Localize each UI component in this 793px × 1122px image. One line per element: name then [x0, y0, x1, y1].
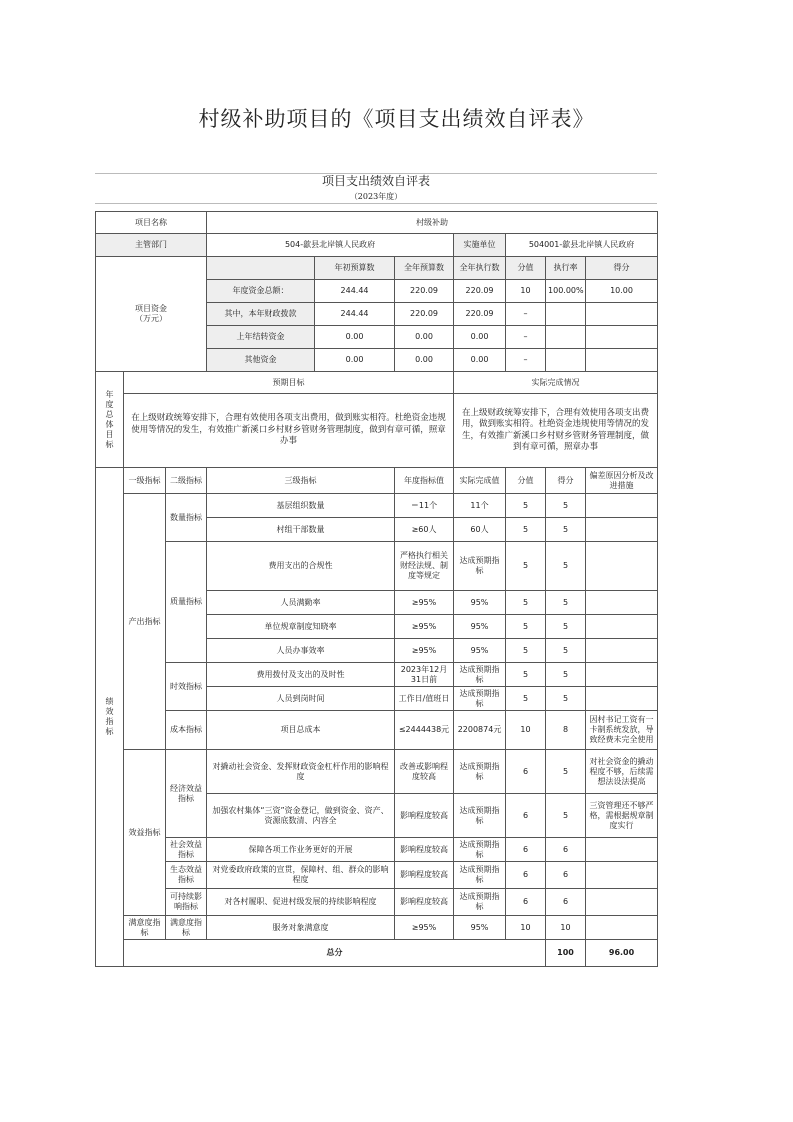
target-value: 严格执行相关财经法规、制度等规定 — [395, 542, 454, 591]
project-name: 村级补助 — [207, 212, 658, 234]
l2-sustainable: 可持续影 响指标 — [166, 889, 207, 916]
score: 5 — [546, 663, 586, 687]
funds-score-value: – — [506, 349, 546, 372]
score: 5 — [546, 687, 586, 711]
l2-timeliness: 时效指标 — [166, 663, 207, 711]
funds-executed: 220.09 — [454, 280, 506, 303]
target-value: ＝11个 — [395, 494, 454, 518]
l2-satisfaction: 满意度指 标 — [166, 916, 207, 940]
score: 5 — [546, 591, 586, 615]
deviation-note — [586, 862, 658, 889]
funds-executed: 0.00 — [454, 349, 506, 372]
deviation-note — [586, 639, 658, 663]
funds-initial: 0.00 — [315, 349, 395, 372]
total-label: 总分 — [124, 940, 546, 967]
funds-initial: 0.00 — [315, 326, 395, 349]
score-value: 5 — [506, 518, 546, 542]
funds-executed: 220.09 — [454, 303, 506, 326]
actual-value: 95% — [454, 615, 506, 639]
target-value: ≥95% — [395, 615, 454, 639]
score-value: 5 — [506, 639, 546, 663]
target-value: 2023年12月31日前 — [395, 663, 454, 687]
l2-quality: 质量指标 — [166, 542, 207, 663]
actual-value: 95% — [454, 916, 506, 940]
l2-ecological: 生态效益 指标 — [166, 862, 207, 889]
target-value: 影响程度较高 — [395, 794, 454, 838]
l3-indicator: 服务对象满意度 — [207, 916, 395, 940]
target-value: 影响程度较高 — [395, 838, 454, 862]
score: 5 — [546, 639, 586, 663]
sheet-year: （2023年度） — [349, 192, 403, 201]
l1-satisfaction: 满意度指标 — [124, 916, 166, 940]
target-value: ≤2444438元 — [395, 711, 454, 750]
score: 10 — [546, 916, 586, 940]
l2-quantity: 数量指标 — [166, 494, 207, 542]
indicator-header: 分值 — [506, 468, 546, 494]
actual-value: 达成预期指标 — [454, 542, 506, 591]
target-value: ≥60人 — [395, 518, 454, 542]
funds-score-value: – — [506, 326, 546, 349]
expected-goal-header: 预期目标 — [124, 372, 454, 394]
funds-row-label: 上年结转资金 — [207, 326, 315, 349]
l3-indicator: 费用拨付及支出的及时性 — [207, 663, 395, 687]
deviation-note — [586, 889, 658, 916]
total-score: 96.00 — [586, 940, 658, 967]
indicator-header: 偏差原因分析及改进措施 — [586, 468, 658, 494]
actual-value: 60人 — [454, 518, 506, 542]
l2-social: 社会效益 指标 — [166, 838, 207, 862]
total-value: 100 — [546, 940, 586, 967]
deviation-note: 因村书记工资有一卡制系统发放，导致经费未完全使用 — [586, 711, 658, 750]
score: 5 — [546, 518, 586, 542]
funds-header: 分值 — [506, 257, 546, 280]
funds-header: 得分 — [586, 257, 658, 280]
actual-value: 达成预期指标 — [454, 862, 506, 889]
l3-indicator: 保障各项工作业务更好的开展 — [207, 838, 395, 862]
actual-value: 达成预期指标 — [454, 663, 506, 687]
score-value: 5 — [506, 615, 546, 639]
target-value: ≥95% — [395, 916, 454, 940]
actual-value: 达成预期指标 — [454, 838, 506, 862]
l3-indicator: 人员满勤率 — [207, 591, 395, 615]
funds-rate: 100.00% — [546, 280, 586, 303]
score-value: 5 — [506, 494, 546, 518]
funds-row-label: 年度资金总额： — [207, 280, 315, 303]
performance-table — [95, 211, 658, 967]
funds-rate — [546, 303, 586, 326]
l2-economic: 经济效益 指标 — [166, 750, 207, 838]
funds-score — [586, 326, 658, 349]
score-value: 5 — [506, 591, 546, 615]
l3-indicator: 村组干部数量 — [207, 518, 395, 542]
funds-score-value: – — [506, 303, 546, 326]
score: 8 — [546, 711, 586, 750]
funds-header: 年初预算数 — [315, 257, 395, 280]
l1-benefit: 效益指标 — [124, 750, 166, 916]
funds-rate — [546, 326, 586, 349]
score-value: 6 — [506, 862, 546, 889]
funds-header: 全年执行数 — [454, 257, 506, 280]
target-value: 改善或影响程度较高 — [395, 750, 454, 794]
actual-value: 达成预期指标 — [454, 750, 506, 794]
target-value: ≥95% — [395, 639, 454, 663]
indicators-label: 绩 效 指 标 — [96, 468, 124, 967]
funds-row-label: 其他资金 — [207, 349, 315, 372]
score: 5 — [546, 542, 586, 591]
score: 6 — [546, 889, 586, 916]
score: 5 — [546, 615, 586, 639]
actual-value: 达成预期指标 — [454, 794, 506, 838]
funds-annual: 0.00 — [395, 326, 454, 349]
actual-value: 2200874元 — [454, 711, 506, 750]
project-name-label: 项目名称 — [96, 212, 207, 234]
deviation-note — [586, 591, 658, 615]
score-value: 5 — [506, 542, 546, 591]
target-value: 工作日/值班日 — [395, 687, 454, 711]
actual-goal-header: 实际完成情况 — [454, 372, 658, 394]
indicator-header: 年度指标值 — [395, 468, 454, 494]
score: 6 — [546, 862, 586, 889]
actual-goal-text: 在上级财政统筹安排下，合理有效使用各项支出费用，做到账实相符。杜绝资金违规使用等情况的发生，有效推广新溪口乡村财乡管财务管理制度，做到有章可循，照章办事 — [454, 394, 658, 468]
l3-indicator: 对各村履职、促进村级发展的持续影响程度 — [207, 889, 395, 916]
funds-header-blank — [207, 257, 315, 280]
target-value: 影响程度较高 — [395, 862, 454, 889]
score-value: 6 — [506, 838, 546, 862]
funds-initial: 244.44 — [315, 280, 395, 303]
deviation-note — [586, 916, 658, 940]
l3-indicator: 项目总成本 — [207, 711, 395, 750]
l3-indicator: 对党委政府政策的宣贯，保障村、组、群众的影响程度 — [207, 862, 395, 889]
indicator-header: 得分 — [546, 468, 586, 494]
funds-row-label: 其中，本年财政拨款 — [207, 303, 315, 326]
actual-value: 达成预期指标 — [454, 889, 506, 916]
score: 5 — [546, 750, 586, 794]
funds-score-value: 10 — [506, 280, 546, 303]
score-value: 6 — [506, 750, 546, 794]
sheet-title: 项目支出绩效自评表 — [321, 174, 430, 188]
deviation-note — [586, 838, 658, 862]
goals-label: 年 度 总 体 目 标 — [96, 372, 124, 468]
l2-cost: 成本指标 — [166, 711, 207, 750]
indicator-header: 一级指标 — [124, 468, 166, 494]
indicator-header: 三级指标 — [207, 468, 395, 494]
document-title: 村级补助项目的《项目支出绩效自评表》 — [198, 107, 595, 131]
actual-value: 95% — [454, 591, 506, 615]
score-value: 5 — [506, 663, 546, 687]
target-value: 影响程度较高 — [395, 889, 454, 916]
score: 5 — [546, 794, 586, 838]
funds-label: 项目资金 （万元） — [96, 257, 207, 372]
funds-annual: 220.09 — [395, 303, 454, 326]
funds-executed: 0.00 — [454, 326, 506, 349]
l1-output: 产出指标 — [124, 494, 166, 750]
l3-indicator: 人员到岗时间 — [207, 687, 395, 711]
deviation-note — [586, 518, 658, 542]
l3-indicator: 费用支出的合规性 — [207, 542, 395, 591]
funds-rate — [546, 349, 586, 372]
actual-value: 11个 — [454, 494, 506, 518]
indicator-header: 二级指标 — [166, 468, 207, 494]
funds-initial: 244.44 — [315, 303, 395, 326]
deviation-note — [586, 615, 658, 639]
score-value: 5 — [506, 687, 546, 711]
target-value: ≥95% — [395, 591, 454, 615]
l3-indicator: 单位规章制度知晓率 — [207, 615, 395, 639]
actual-value: 达成预期指标 — [454, 687, 506, 711]
funds-score — [586, 303, 658, 326]
deviation-note: 对社会资金的撬动程度不够，后续需想法设法提高 — [586, 750, 658, 794]
score-value: 6 — [506, 794, 546, 838]
actual-value: 95% — [454, 639, 506, 663]
deviation-note — [586, 687, 658, 711]
sheet-rule — [95, 203, 657, 204]
dept-value: 504-歙县北岸镇人民政府 — [207, 234, 454, 257]
score: 6 — [546, 838, 586, 862]
l3-indicator: 人员办事效率 — [207, 639, 395, 663]
deviation-note — [586, 542, 658, 591]
indicator-header: 实际完成值 — [454, 468, 506, 494]
funds-annual: 220.09 — [395, 280, 454, 303]
deviation-note: 三资管理还不够严格，需根据规章制度实行 — [586, 794, 658, 838]
l3-indicator: 基层组织数量 — [207, 494, 395, 518]
funds-score — [586, 349, 658, 372]
funds-score: 10.00 — [586, 280, 658, 303]
impl-value: 504001-歙县北岸镇人民政府 — [506, 234, 658, 257]
impl-label: 实施单位 — [454, 234, 506, 257]
funds-header: 全年预算数 — [395, 257, 454, 280]
funds-annual: 0.00 — [395, 349, 454, 372]
funds-header: 执行率 — [546, 257, 586, 280]
score-value: 10 — [506, 916, 546, 940]
l3-indicator: 对撬动社会资金、发挥财政资金杠杆作用的影响程度 — [207, 750, 395, 794]
score-value: 10 — [506, 711, 546, 750]
dept-label: 主管部门 — [96, 234, 207, 257]
deviation-note — [586, 494, 658, 518]
l3-indicator: 加强农村集体“三资”资金登记，做到资金、资产、资源底数清、内容全 — [207, 794, 395, 838]
score-value: 6 — [506, 889, 546, 916]
score: 5 — [546, 494, 586, 518]
expected-goal-text: 在上级财政统筹安排下，合理有效使用各项支出费用，做到账实相符。杜绝资金违规使用等情况的发生，有效推广新溪口乡村财乡管财务管理制度，做到有章可循，照章办事 — [124, 394, 454, 468]
deviation-note — [586, 663, 658, 687]
